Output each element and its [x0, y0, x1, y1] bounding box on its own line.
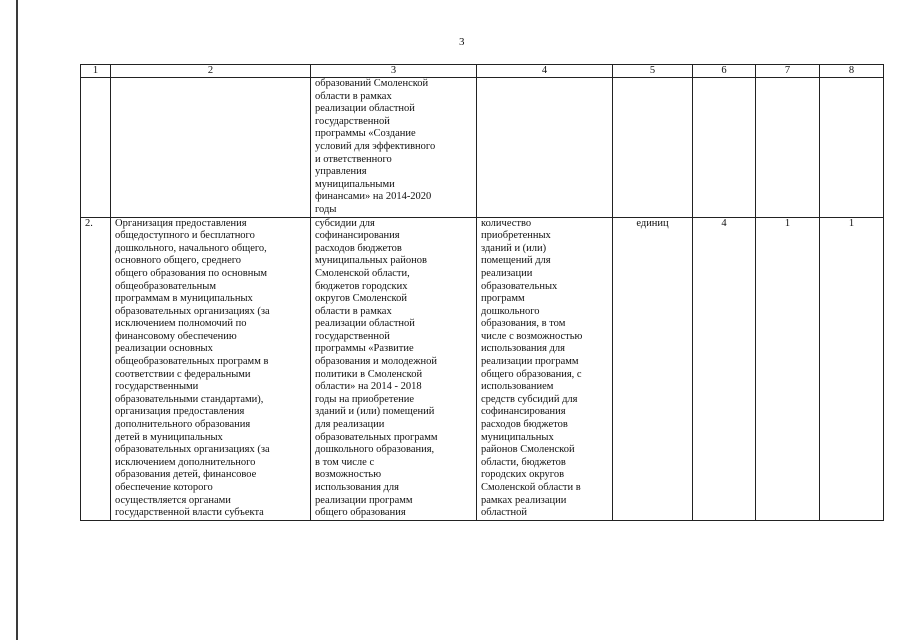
cell-text-line: государственной — [315, 115, 390, 127]
header-cell-2: 2 — [111, 65, 311, 78]
cell-text-line: программы «Развитие — [315, 343, 414, 355]
cell-text-line: программ — [481, 293, 525, 305]
cell-text-line: образовательных организациях (за — [115, 305, 270, 317]
cell-text-line: финансовому обеспечению — [115, 330, 237, 342]
row1-indicator — [477, 78, 613, 218]
cell-text-line: округов Смоленской — [315, 293, 407, 305]
cell-text-line: дополнительного образования — [115, 419, 251, 431]
cell-text-line: области в рамках — [315, 90, 392, 102]
row2-value-8: 1 — [820, 217, 884, 520]
cell-text-line: Организация предоставления — [115, 217, 247, 229]
cell-text-line: софинансирования — [315, 230, 400, 242]
cell-text-line: детей в муниципальных — [115, 431, 223, 443]
data-table — [80, 64, 884, 521]
cell-text-line: реализации областной — [315, 318, 415, 330]
cell-text-line: годы — [315, 203, 337, 215]
cell-text-line: софинансирования — [481, 406, 566, 418]
cell-text-line: образовательных организациях (за — [115, 444, 270, 456]
cell-text-line: приобретенных — [481, 230, 551, 242]
cell-text-line: исключением полномочий по — [115, 318, 247, 330]
cell-text-line: общего образования — [315, 507, 406, 519]
cell-text-line: реализации программ — [481, 356, 579, 368]
cell-text-line: финансами» на 2014-2020 — [315, 191, 432, 203]
page-number: 3 — [459, 36, 465, 48]
header-cell-4: 4 — [477, 65, 613, 78]
cell-text-line: городских округов — [481, 469, 565, 481]
cell-text-line: помещений для — [481, 255, 551, 267]
cell-text-line: области» на 2014 - 2018 — [315, 381, 422, 393]
cell-text-line: образовательных программ — [315, 431, 438, 443]
cell-text-line: числе с возможностью — [481, 330, 583, 342]
cell-text-line: обеспечение которого — [115, 482, 213, 493]
row1-value-7 — [756, 78, 820, 218]
cell-text-line: использования для — [481, 343, 565, 355]
row2-unit: единиц — [613, 217, 693, 520]
cell-text-line: основного общего, среднего — [115, 255, 242, 267]
cell-text-line: муниципальными — [315, 178, 395, 190]
cell-text-line: годы на приобретение — [315, 393, 415, 405]
cell-text-line: области в рамках — [315, 305, 392, 317]
cell-text-line: программам в муниципальных — [115, 293, 253, 305]
scan-edge-line — [16, 0, 18, 640]
cell-text-line: области, бюджетов — [481, 456, 566, 468]
row1-value-6 — [693, 78, 756, 218]
cell-text-line: реализации программ — [315, 494, 413, 506]
cell-text-line: для реализации — [315, 419, 385, 431]
header-cell-1: 1 — [81, 65, 111, 78]
cell-text-line: возможностью — [315, 469, 382, 481]
row1-value-8 — [820, 78, 884, 218]
cell-text-line: и ответственного — [315, 153, 392, 165]
cell-text-line: общего образования, с — [481, 368, 582, 380]
cell-text-line: муниципальных — [481, 431, 554, 443]
cell-text-line: программы «Создание — [315, 128, 416, 140]
cell-text-line: областной — [481, 507, 527, 519]
cell-text-line: зданий и (или) — [481, 242, 547, 254]
cell-text-line: осуществляется органами — [115, 494, 231, 506]
cell-text-line: расходов бюджетов — [481, 419, 568, 431]
cell-text-line: политики в Смоленской — [315, 368, 423, 380]
row2-number: 2. — [81, 217, 111, 520]
cell-text-line: районов Смоленской — [481, 444, 575, 456]
cell-text-line: образования детей, финансовое — [115, 469, 257, 481]
header-cell-3: 3 — [311, 65, 477, 78]
table-row-1 — [81, 78, 884, 218]
row1-unit — [613, 78, 693, 218]
table-row-2 — [81, 217, 884, 520]
cell-text-line: государственной — [315, 330, 390, 342]
cell-text-line: бюджетов городских — [315, 280, 408, 292]
header-row — [81, 65, 884, 78]
cell-text-line: реализации областной — [315, 103, 415, 115]
header-cell-7: 7 — [756, 65, 820, 78]
cell-text-line: муниципальных районов — [315, 255, 427, 267]
header-cell-5: 5 — [613, 65, 693, 78]
cell-text-line: государственной власти субъекта — [115, 507, 264, 519]
cell-text-line: субсидии для — [315, 217, 375, 229]
header-cell-8: 8 — [820, 65, 884, 78]
cell-text-line: общедоступного и бесплатного — [115, 230, 255, 242]
cell-text-line: дошкольного образования, — [315, 444, 435, 456]
cell-text-line: реализации основных — [115, 343, 213, 355]
cell-text-line: количество — [481, 217, 532, 229]
cell-text-line: образовательными стандартами), — [115, 393, 264, 405]
cell-text-line: государственными — [115, 381, 199, 393]
cell-text-line: дошкольного, начального общего, — [115, 242, 267, 254]
row2-name — [111, 217, 311, 520]
row2-value-6: 4 — [693, 217, 756, 520]
cell-text-line: реализации — [481, 267, 533, 279]
cell-text-line: Смоленской области, — [315, 267, 410, 279]
row2-value-7: 1 — [756, 217, 820, 520]
cell-text-line: образовательных — [481, 280, 558, 292]
row2-indicator — [477, 217, 613, 520]
cell-text-line: рамках реализации — [481, 494, 567, 506]
cell-text-line: условий для эффективного — [315, 140, 436, 152]
cell-text-line: использования для — [315, 482, 399, 493]
cell-text-line: дошкольного — [481, 305, 540, 317]
row1-source-text — [311, 78, 477, 218]
row2-source-text — [311, 217, 477, 520]
cell-text-line: зданий и (или) помещений — [315, 406, 435, 418]
cell-text-line: использованием — [481, 381, 554, 393]
cell-text-line: управления — [315, 166, 367, 178]
cell-text-line: общего образования по основным — [115, 267, 268, 279]
cell-text-line: исключением дополнительного — [115, 456, 256, 468]
cell-text-line: организация предоставления — [115, 406, 245, 418]
row1-number — [81, 78, 111, 218]
cell-text-line: в том числе с — [315, 456, 375, 468]
cell-text-line: Смоленской области в — [481, 482, 581, 493]
cell-text-line: общеобразовательным — [115, 280, 216, 292]
cell-text-line: образования, в том — [481, 318, 566, 330]
cell-text-line: средств субсидий для — [481, 393, 578, 405]
cell-text-line: образований Смоленской — [315, 78, 429, 89]
cell-text-line: соответствии с федеральными — [115, 368, 251, 380]
cell-text-line: образования и молодежной — [315, 356, 437, 368]
row1-name — [111, 78, 311, 218]
cell-text-line: расходов бюджетов — [315, 242, 402, 254]
header-cell-6: 6 — [693, 65, 756, 78]
cell-text-line: общеобразовательных программ в — [115, 356, 269, 368]
